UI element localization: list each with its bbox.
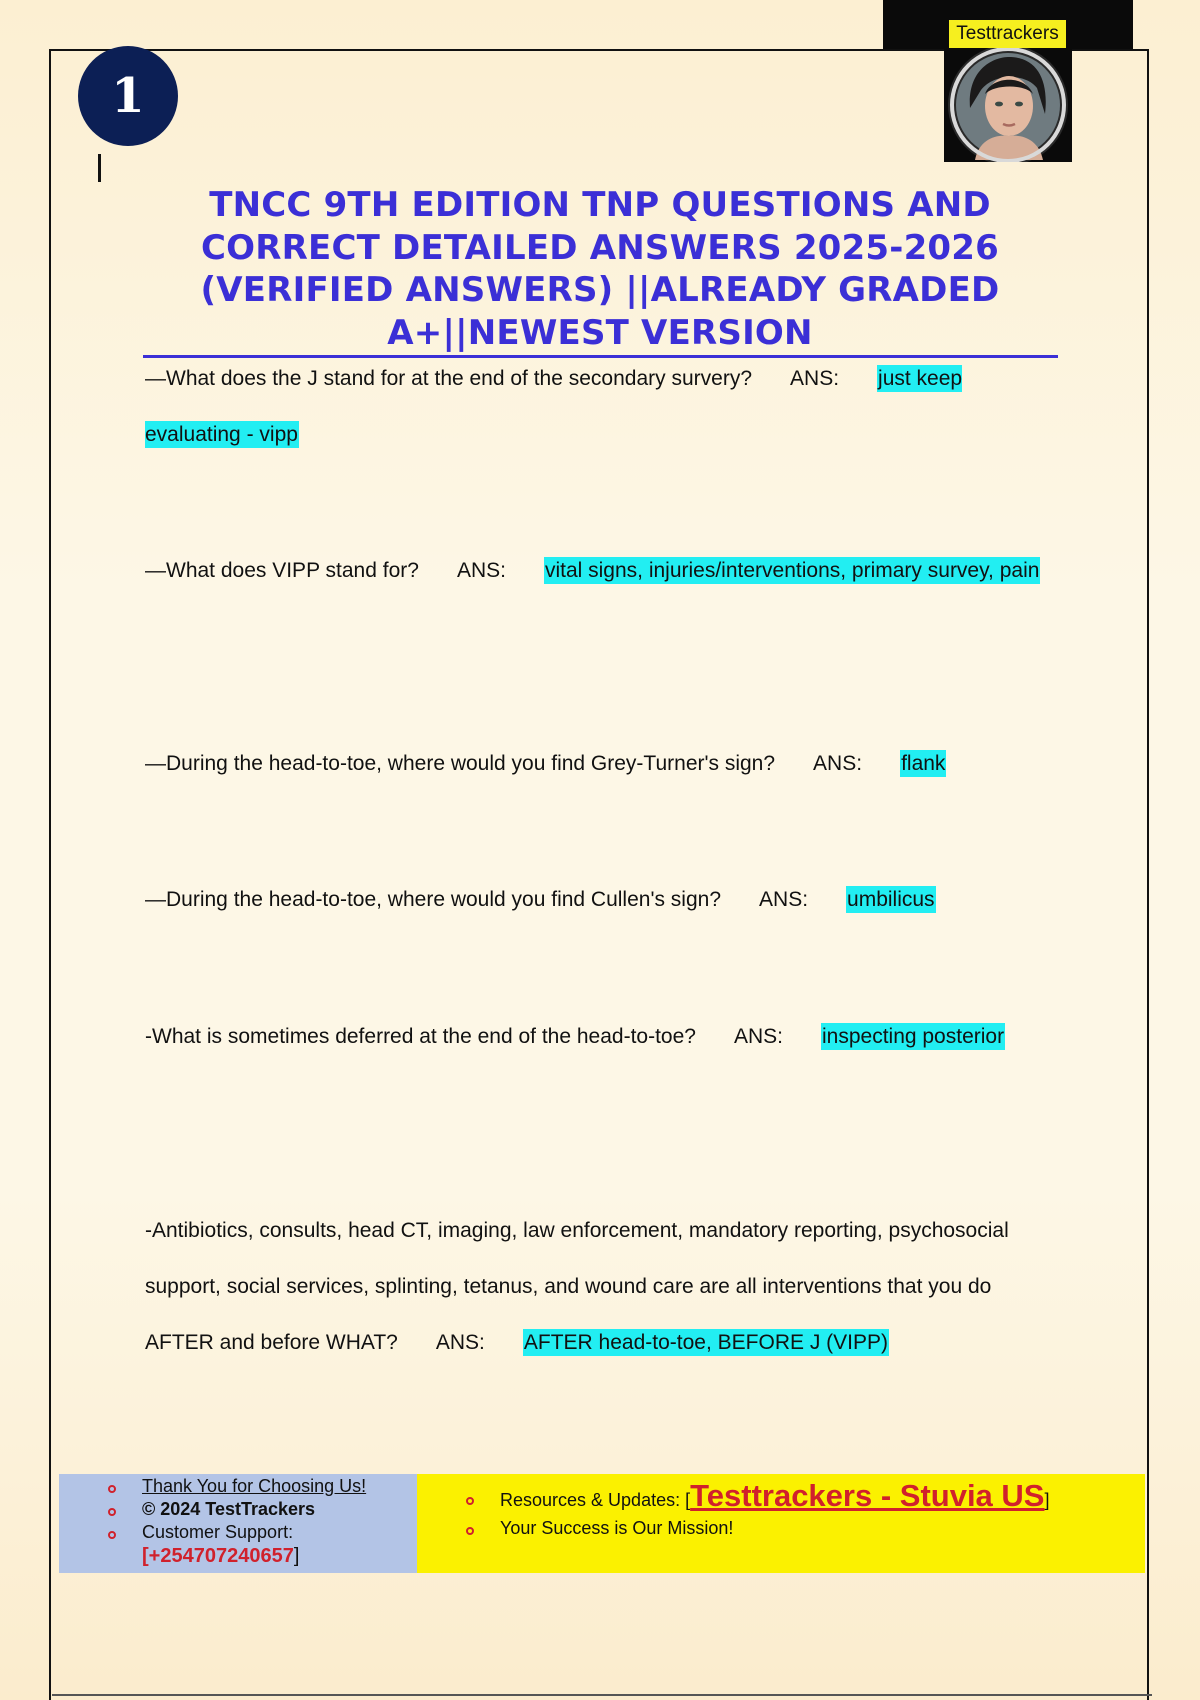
footer-contact-panel xyxy=(59,1474,417,1573)
bullet-icon xyxy=(108,1485,116,1493)
qa-ans-label: ANS: xyxy=(435,1331,485,1354)
mission-text: Your Success is Our Mission! xyxy=(500,1518,734,1538)
support-phone-link[interactable]: +254707240657 xyxy=(148,1545,294,1567)
qa-answer: flank xyxy=(901,752,946,775)
qa-answer: just keep evaluating - vipp xyxy=(145,367,963,446)
bottom-divider xyxy=(52,1694,1152,1696)
qa-item-1 xyxy=(145,351,1055,463)
qa-answer: AFTER head-to-toe, BEFORE J (VIPP) xyxy=(523,1331,888,1354)
bullet-icon xyxy=(108,1508,116,1516)
qa-item-3 xyxy=(145,736,1055,792)
qa-item-2 xyxy=(145,543,1055,599)
qa-answer: vital signs, injuries/interventions, primary survey, pain xyxy=(544,559,1040,582)
bracket-close: ] xyxy=(293,1545,300,1567)
bracket-close: ] xyxy=(1044,1490,1050,1510)
qa-answer: inspecting posterior xyxy=(821,1025,1005,1048)
qa-ans-label: ANS: xyxy=(456,559,506,582)
qa-question: -Antibiotics, consults, head CT, imaging, law enforcement, mandatory reporting, psychosocial support, social services, splinting, tetanus, and wound care are all interventions that you do AFTER and before WHAT? xyxy=(145,1219,1009,1354)
qa-ans-label: ANS: xyxy=(759,888,809,911)
qa-question: -What is sometimes deferred at the end of the head-to-toe? xyxy=(145,1025,696,1048)
resources-label: Resources & Updates: xyxy=(500,1490,681,1510)
footer-resources-panel xyxy=(417,1474,1145,1573)
bracket-open: [ xyxy=(685,1490,691,1510)
text-cursor xyxy=(98,154,101,182)
qa-ans-label: ANS: xyxy=(813,752,863,775)
stuvia-store-link[interactable]: Testtrackers - Stuvia US xyxy=(690,1478,1045,1513)
copyright-text: © 2024 TestTrackers xyxy=(142,1499,316,1519)
qa-question: —During the head-to-toe, where would you find Grey-Turner's sign? xyxy=(145,752,776,775)
brand-badge-label: Testtrackers xyxy=(949,20,1066,48)
support-label: Customer Support: xyxy=(142,1522,294,1542)
qa-question: —What does VIPP stand for? xyxy=(145,559,419,582)
bracket-open: [ xyxy=(142,1545,149,1567)
thank-you-link[interactable]: Thank You for Choosing Us! xyxy=(142,1476,367,1496)
qa-ans-label: ANS: xyxy=(790,367,840,390)
qa-ans-label: ANS: xyxy=(733,1025,783,1048)
qa-item-6 xyxy=(145,1203,1055,1371)
qa-item-4 xyxy=(145,872,1055,928)
bullet-icon xyxy=(466,1527,474,1535)
document-title: TNCC 9TH EDITION TNP QUESTIONS AND CORRECT DETAILED ANSWERS 2025-2026 (VERIFIED ANSWERS) ||ALREADY GRADED A+||NEWEST VERSION xyxy=(200,185,1000,353)
avatar xyxy=(945,48,1071,162)
page-number-badge: 1 xyxy=(78,46,178,146)
qa-question: —During the head-to-toe, where would you find Cullen's sign? xyxy=(145,888,722,911)
bullet-icon xyxy=(108,1531,116,1539)
qa-answer: umbilicus xyxy=(847,888,935,911)
qa-item-5 xyxy=(145,1009,1055,1065)
qa-question: —What does the J stand for at the end of the secondary survery? xyxy=(145,367,753,390)
support-phone-line xyxy=(142,1545,299,1568)
avatar-portrait-icon xyxy=(945,48,1071,162)
resources-line xyxy=(500,1478,1050,1518)
bullet-icon xyxy=(466,1497,474,1505)
